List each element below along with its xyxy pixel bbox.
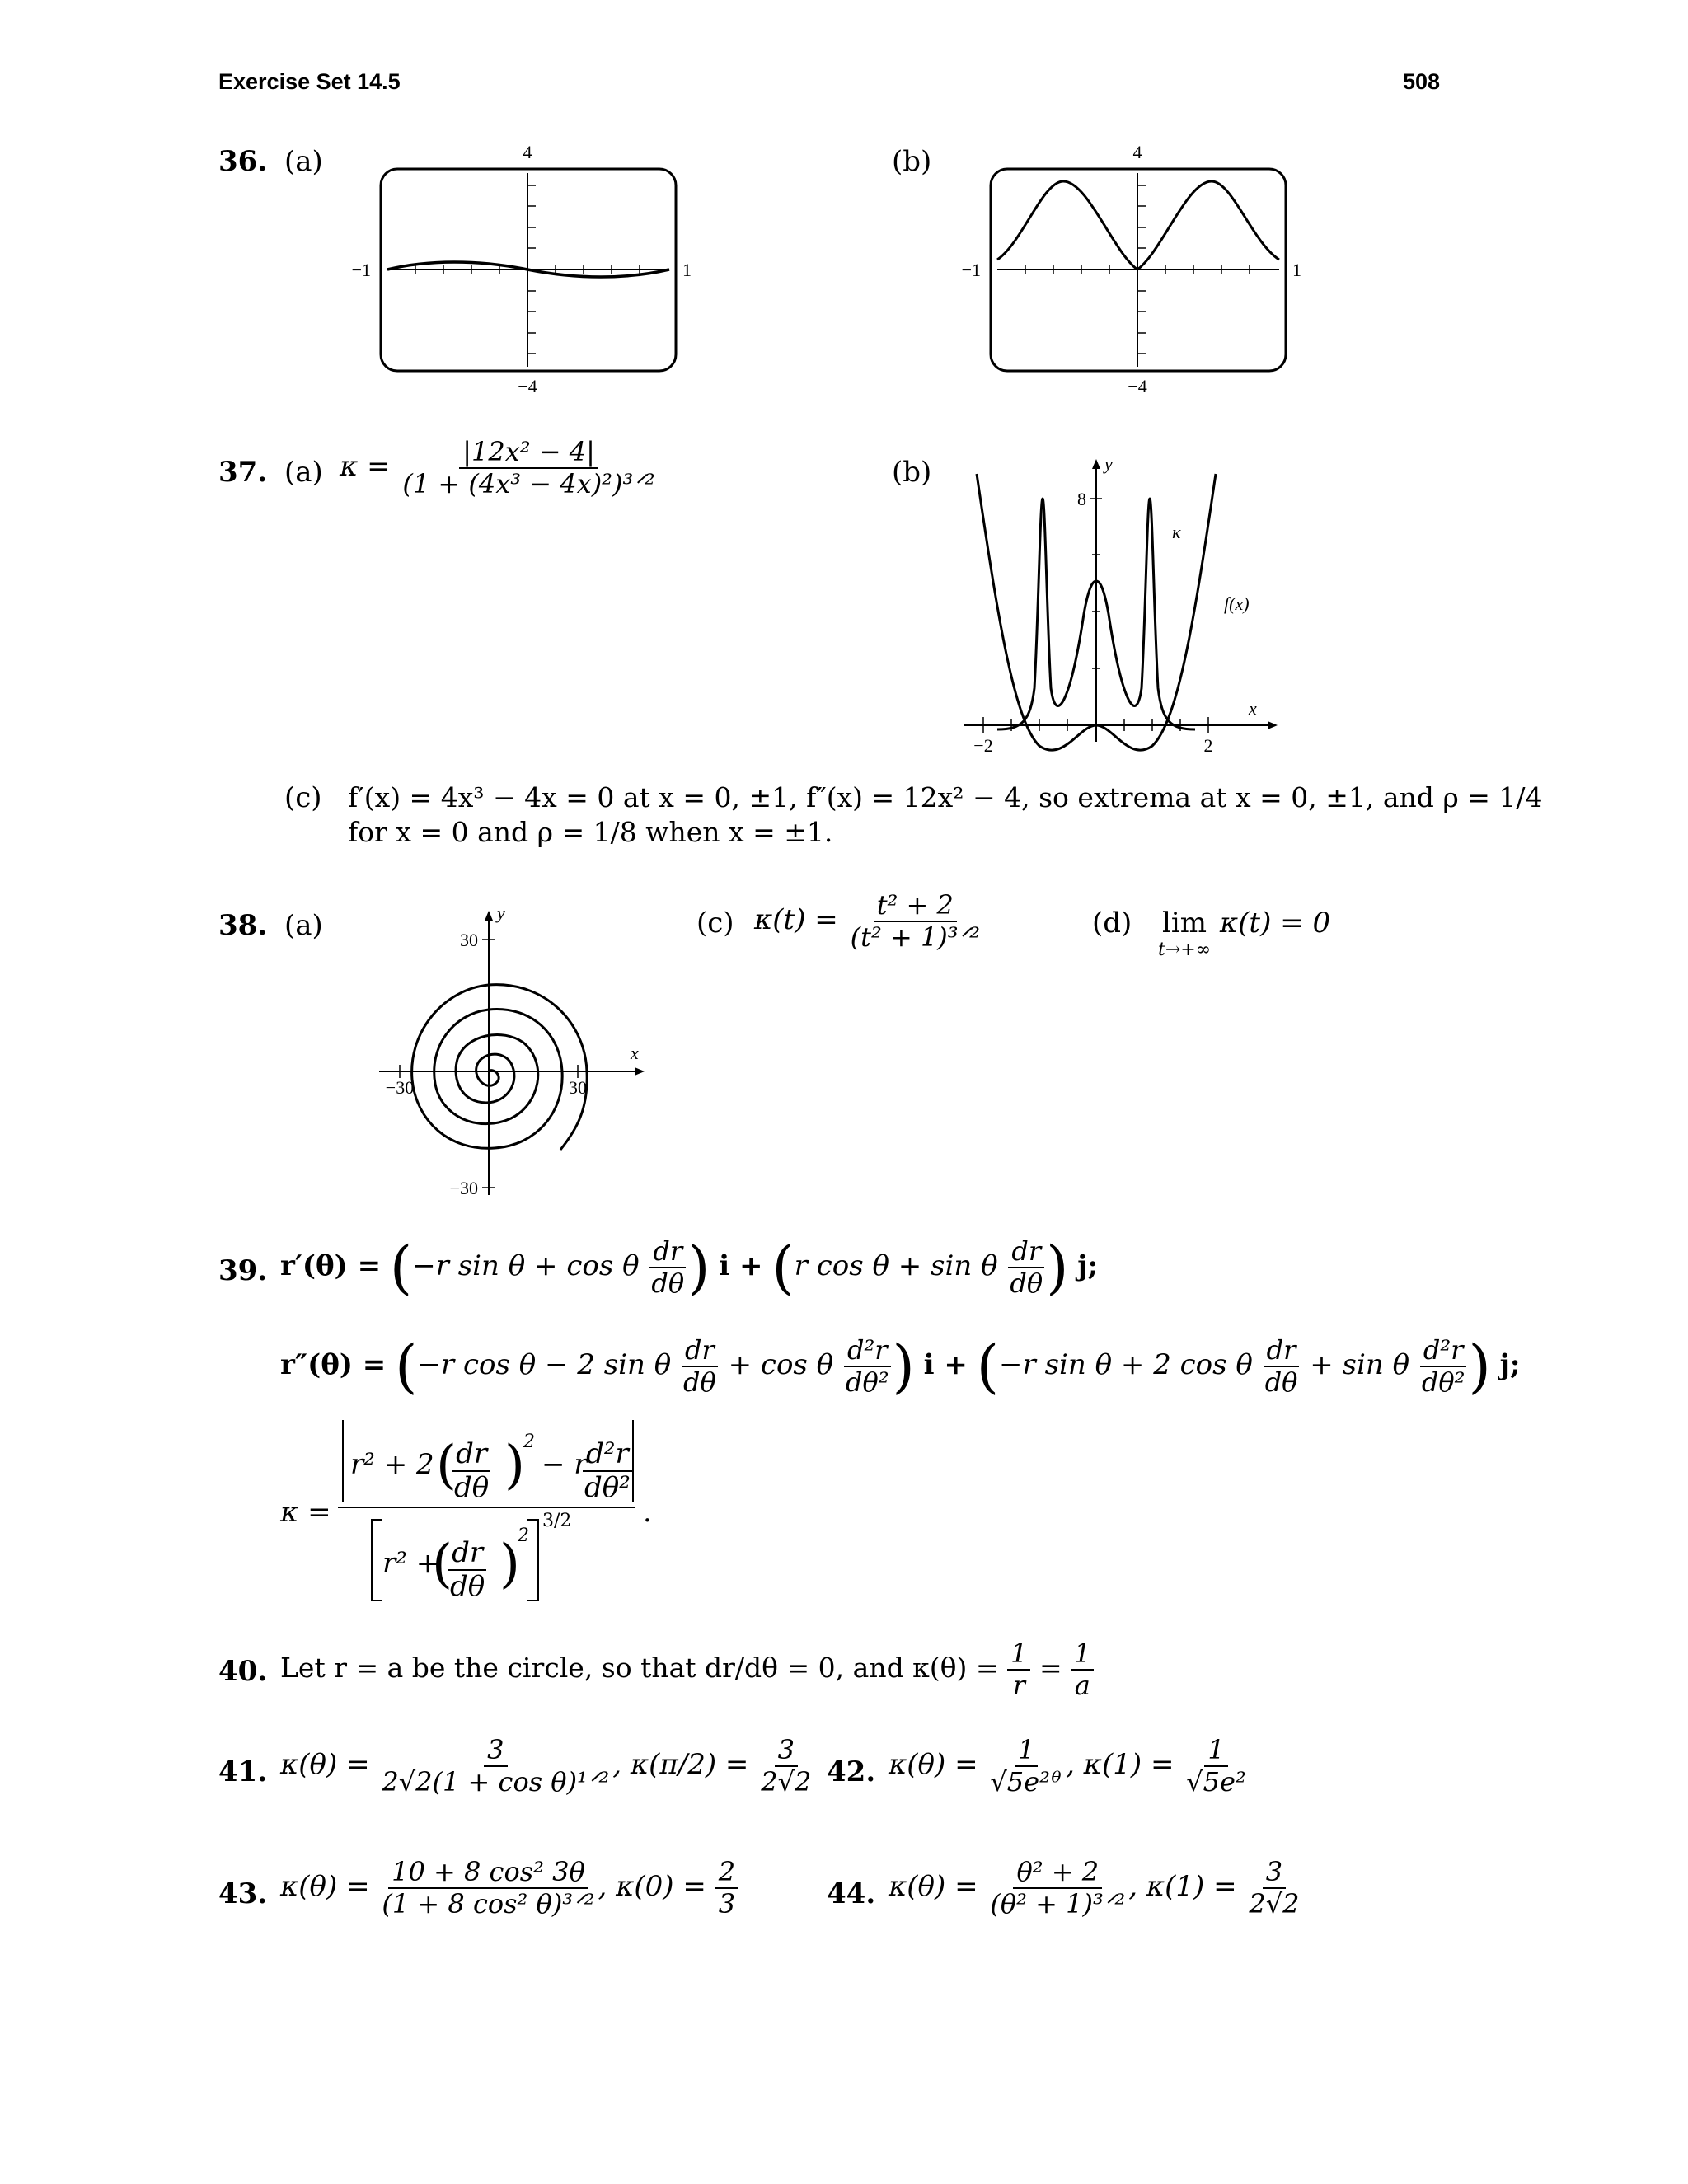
y-axis-label: y <box>1104 453 1113 474</box>
axis-bottom-label: −4 <box>1128 376 1147 396</box>
dr-dtheta-fraction: $\frac{dr}{d\theta}$ <box>1006 1236 1046 1299</box>
kappa-fraction <box>399 437 658 499</box>
r-prime-lhs: r′(θ) = <box>280 1249 382 1282</box>
y-axis-label: y <box>497 902 505 923</box>
denominator-bracket: r² + ( $\frac{dr}{d\theta}$ ) 2 <box>371 1519 539 1601</box>
problem-44-number: 44. <box>827 1877 876 1910</box>
r-prime-formula: r′(θ) = (−r sin θ + cos θ $\frac{dr}{d\theta}$ ) i + (r cos θ + sin θ $\frac{dr}{d\theta}$ ) j; <box>280 1234 1099 1301</box>
x-arrow <box>635 1067 645 1076</box>
kappa-lhs: κ = <box>340 449 391 483</box>
problem-40-number: 40. <box>218 1655 268 1688</box>
part-b-label: (b) <box>892 456 932 489</box>
y-arrow <box>485 911 493 921</box>
problem-37-number: 37. <box>218 456 268 489</box>
x-arrow <box>1268 721 1278 729</box>
denominator: (t² + 1)³ᐟ² <box>850 921 980 953</box>
graph-36b <box>940 132 1335 396</box>
kappa-lhs: κ(t) = <box>754 902 838 936</box>
x-tick-left: −2 <box>973 735 993 756</box>
j-vector: j; <box>1077 1249 1099 1282</box>
x-axis-label: x <box>631 1043 639 1063</box>
part-a-label: (a) <box>284 145 323 178</box>
graph-37b <box>948 449 1294 758</box>
part-b-label: (b) <box>892 145 932 178</box>
y-arrow <box>1092 459 1100 469</box>
x-tick-right: 2 <box>1203 735 1213 756</box>
problem-37c-line2: for x = 0 and ρ = 1/8 when x = ±1. <box>348 816 833 848</box>
part-a-label: (a) <box>284 456 323 489</box>
problem-42-formula: κ(θ) = $\frac{1}{\text{√5e²ᶿ}}$ , κ(1) = $\frac{1}{\text{√5e²}}$ <box>889 1734 1246 1797</box>
r-prime-j-component: r cos θ + sin θ <box>794 1249 998 1282</box>
problem-44-formula: κ(θ) = $\frac{\text{θ² + 2}}{\text{(θ² + 1)³ᐟ²}}$ , κ(1) = $\frac{3}{2√2}$ <box>889 1856 1300 1919</box>
axis-top-label: 4 <box>523 142 532 162</box>
limit-value: κ(t) = 0 <box>1219 907 1331 940</box>
dr-dtheta-fraction: $\frac{dr}{d\theta}$ <box>648 1236 687 1299</box>
part-d-label: (d) <box>1092 907 1132 940</box>
problem-41-number: 41. <box>218 1755 268 1788</box>
axis-right-label: 1 <box>682 260 692 280</box>
i-vector: i + <box>923 1348 968 1381</box>
part-c-label: (c) <box>696 907 734 940</box>
graph-38a <box>338 902 668 1216</box>
limit-38d <box>1158 907 1330 960</box>
denominator: (1 + (4x³ − 4x)²)³ᐟ² <box>402 467 655 499</box>
y-tick-8: 8 <box>1077 489 1086 509</box>
axis-bottom-label: −4 <box>518 376 537 396</box>
y-tick-bottom: −30 <box>449 1178 478 1198</box>
lim-subscript: t→+∞ <box>1158 940 1212 960</box>
lim-word: lim <box>1162 907 1207 940</box>
problem-39-number: 39. <box>218 1254 268 1287</box>
section-title: Exercise Set 14.5 <box>218 69 401 94</box>
r-prime-i-component: −r sin θ + cos θ <box>412 1249 640 1282</box>
graph-36a <box>330 132 725 396</box>
problem-40-text: Let r = a be the circle, so that dr/dθ = 0, and κ(θ) = $\frac{1}{r}$ = $\frac{1}{a}$ <box>280 1638 1094 1701</box>
x-tick-left: −30 <box>385 1077 415 1098</box>
page-number: 508 <box>1403 69 1441 94</box>
j-vector: j; <box>1499 1348 1521 1381</box>
main-fraction-bar <box>338 1507 635 1508</box>
spiral-curve <box>412 985 588 1150</box>
axis-left-label: −1 <box>961 260 981 280</box>
problem-43-number: 43. <box>218 1877 268 1910</box>
x-axis-label: x <box>1249 698 1257 719</box>
kappa-lhs: κ = <box>280 1496 331 1529</box>
axis-top-label: 4 <box>1132 142 1142 162</box>
numerator: t² + 2 <box>874 890 957 922</box>
problem-41-formula: κ(θ) = $\frac{3}{\text{2√2(1 + cos θ)¹ᐟ²}}$ , κ(π/2) = $\frac{3}{2√2}$ <box>280 1734 812 1797</box>
y-tick-top: 30 <box>460 930 478 950</box>
kappa-fraction <box>847 890 983 953</box>
numerator: |12x² − 4| <box>459 437 598 469</box>
problem-36-number: 36. <box>218 145 268 178</box>
kappa-formula-37a <box>340 437 659 499</box>
f-label: f(x) <box>1224 593 1250 614</box>
problem-37c-line1: f′(x) = 4x³ − 4x = 0 at x = 0, ±1, f″(x) = 12x² − 4, so extrema at x = 0, ±1, and ρ = 1/4 <box>348 781 1543 813</box>
i-vector: i + <box>719 1249 763 1282</box>
x-tick-right: 30 <box>569 1077 587 1098</box>
numerator-abs: r² + 2 ( $\frac{dr}{d\theta}$ ) 2 − r $\frac{\text{d²r}}{\text{dθ²}}$ <box>342 1420 634 1502</box>
axis-right-label: 1 <box>1292 260 1301 280</box>
part-c-label: (c) <box>284 781 322 814</box>
curvature-formula: κ = . r² + 2 ( $\frac{dr}{d\theta}$ ) 2 − r $\frac{\text{d²r}}{\text{dθ²}}$ r² + ( $\frac{dr}{d\theta}$ ) 2 3/2 <box>280 1413 659 1611</box>
problem-43-formula: κ(θ) = $\frac{\text{10 + 8 cos² 3θ}}{\text{(1 + 8 cos² θ)³ᐟ²}}$ , κ(0) = $\frac{2}{3}$ <box>280 1857 738 1919</box>
kappa-label: κ <box>1172 522 1181 542</box>
part-a-label: (a) <box>284 909 323 942</box>
kappa-formula-38c <box>754 890 983 953</box>
r-double-prime-lhs: r″(θ) = <box>280 1348 387 1381</box>
axis-left-label: −1 <box>351 260 371 280</box>
problem-38-number: 38. <box>218 909 268 942</box>
problem-42-number: 42. <box>827 1755 876 1788</box>
r-double-prime-formula: r″(θ) = (−r cos θ − 2 sin θ $\frac{dr}{d\theta}$ + cos θ $\frac{\text{d²r}}{\text{dθ²}}$ ) i + (−r sin θ + 2 cos θ $\frac{dr}{d\theta}$ + sin θ $\frac{\text{d²r}}{\text{dθ²}}$ ) j; <box>280 1333 1521 1400</box>
